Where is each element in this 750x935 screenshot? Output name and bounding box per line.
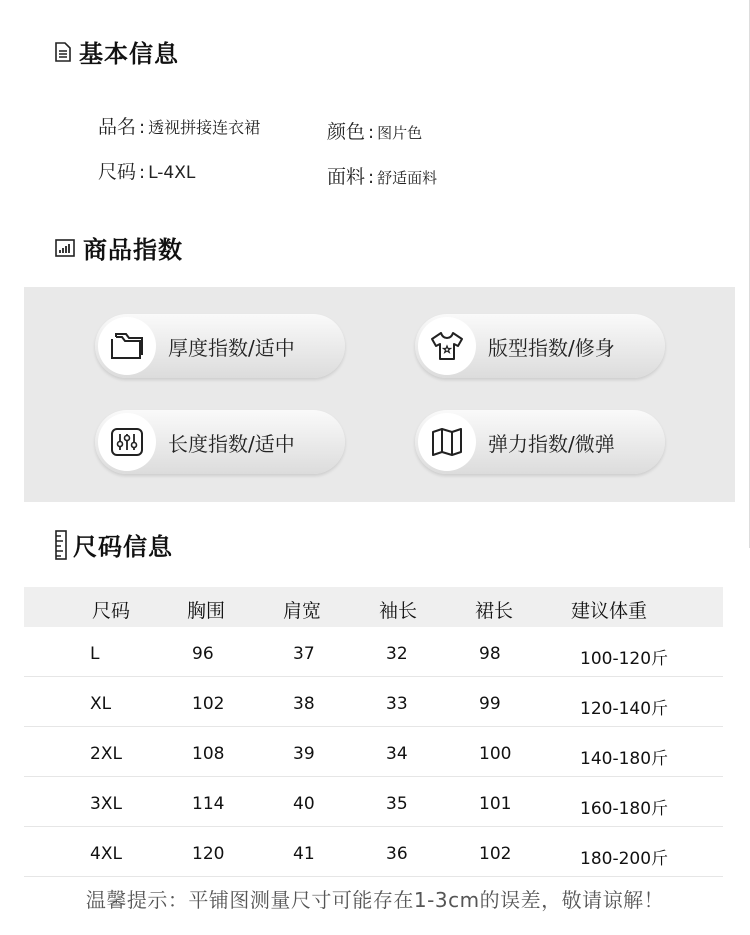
header-sleeve: 袖长: [379, 600, 418, 622]
header-weight: 建议体重: [571, 600, 648, 622]
table-row: 2XL 108 39 34 100 140-180斤: [24, 727, 723, 777]
document-icon: [55, 42, 71, 62]
map-fold-icon: [418, 413, 476, 471]
index-pill-length: 长度指数/适中: [95, 410, 345, 474]
folder-icon: [98, 317, 156, 375]
info-item-size: 尺码 : L-4XL: [98, 161, 196, 183]
header-size: 尺码: [92, 600, 131, 622]
measurement-tip: 温馨提示：平铺图测量尺寸可能存在1-3cm的误差，敬请谅解！: [85, 888, 665, 912]
index-pill-elasticity: 弹力指数/微弹: [415, 410, 665, 474]
size-info-title: 尺码信息: [73, 533, 173, 561]
product-index-title: 商品指数: [83, 236, 183, 264]
basic-info-heading: [55, 34, 179, 69]
table-row: 4XL 120 41 36 102 180-200斤: [24, 827, 723, 877]
table-row: 3XL 114 40 35 101 160-180斤: [24, 777, 723, 827]
tshirt-icon: [418, 317, 476, 375]
header-length: 裙长: [475, 600, 514, 622]
bar-chart-icon: [55, 239, 75, 257]
index-pill-thickness: 厚度指数/适中: [95, 314, 345, 378]
size-table-header: [24, 587, 723, 627]
table-row: XL 102 38 33 99 120-140斤: [24, 677, 723, 727]
info-item-name: 品名 : 透视拼接连衣裙: [98, 116, 261, 138]
info-item-fabric: 面料 : 舒适面料: [327, 166, 438, 188]
info-item-color: 颜色 : 图片色: [327, 121, 423, 143]
size-info-heading: [55, 527, 173, 562]
slider-icon: [98, 413, 156, 471]
ruler-icon: [55, 530, 67, 560]
index-pill-fit: 版型指数/修身: [415, 314, 665, 378]
product-index-heading: [55, 230, 183, 265]
header-shoulder: 肩宽: [283, 600, 322, 622]
table-row: L 96 37 32 98 100-120斤: [24, 627, 723, 677]
header-bust: 胸围: [187, 600, 226, 622]
basic-info-title: 基本信息: [79, 40, 179, 68]
